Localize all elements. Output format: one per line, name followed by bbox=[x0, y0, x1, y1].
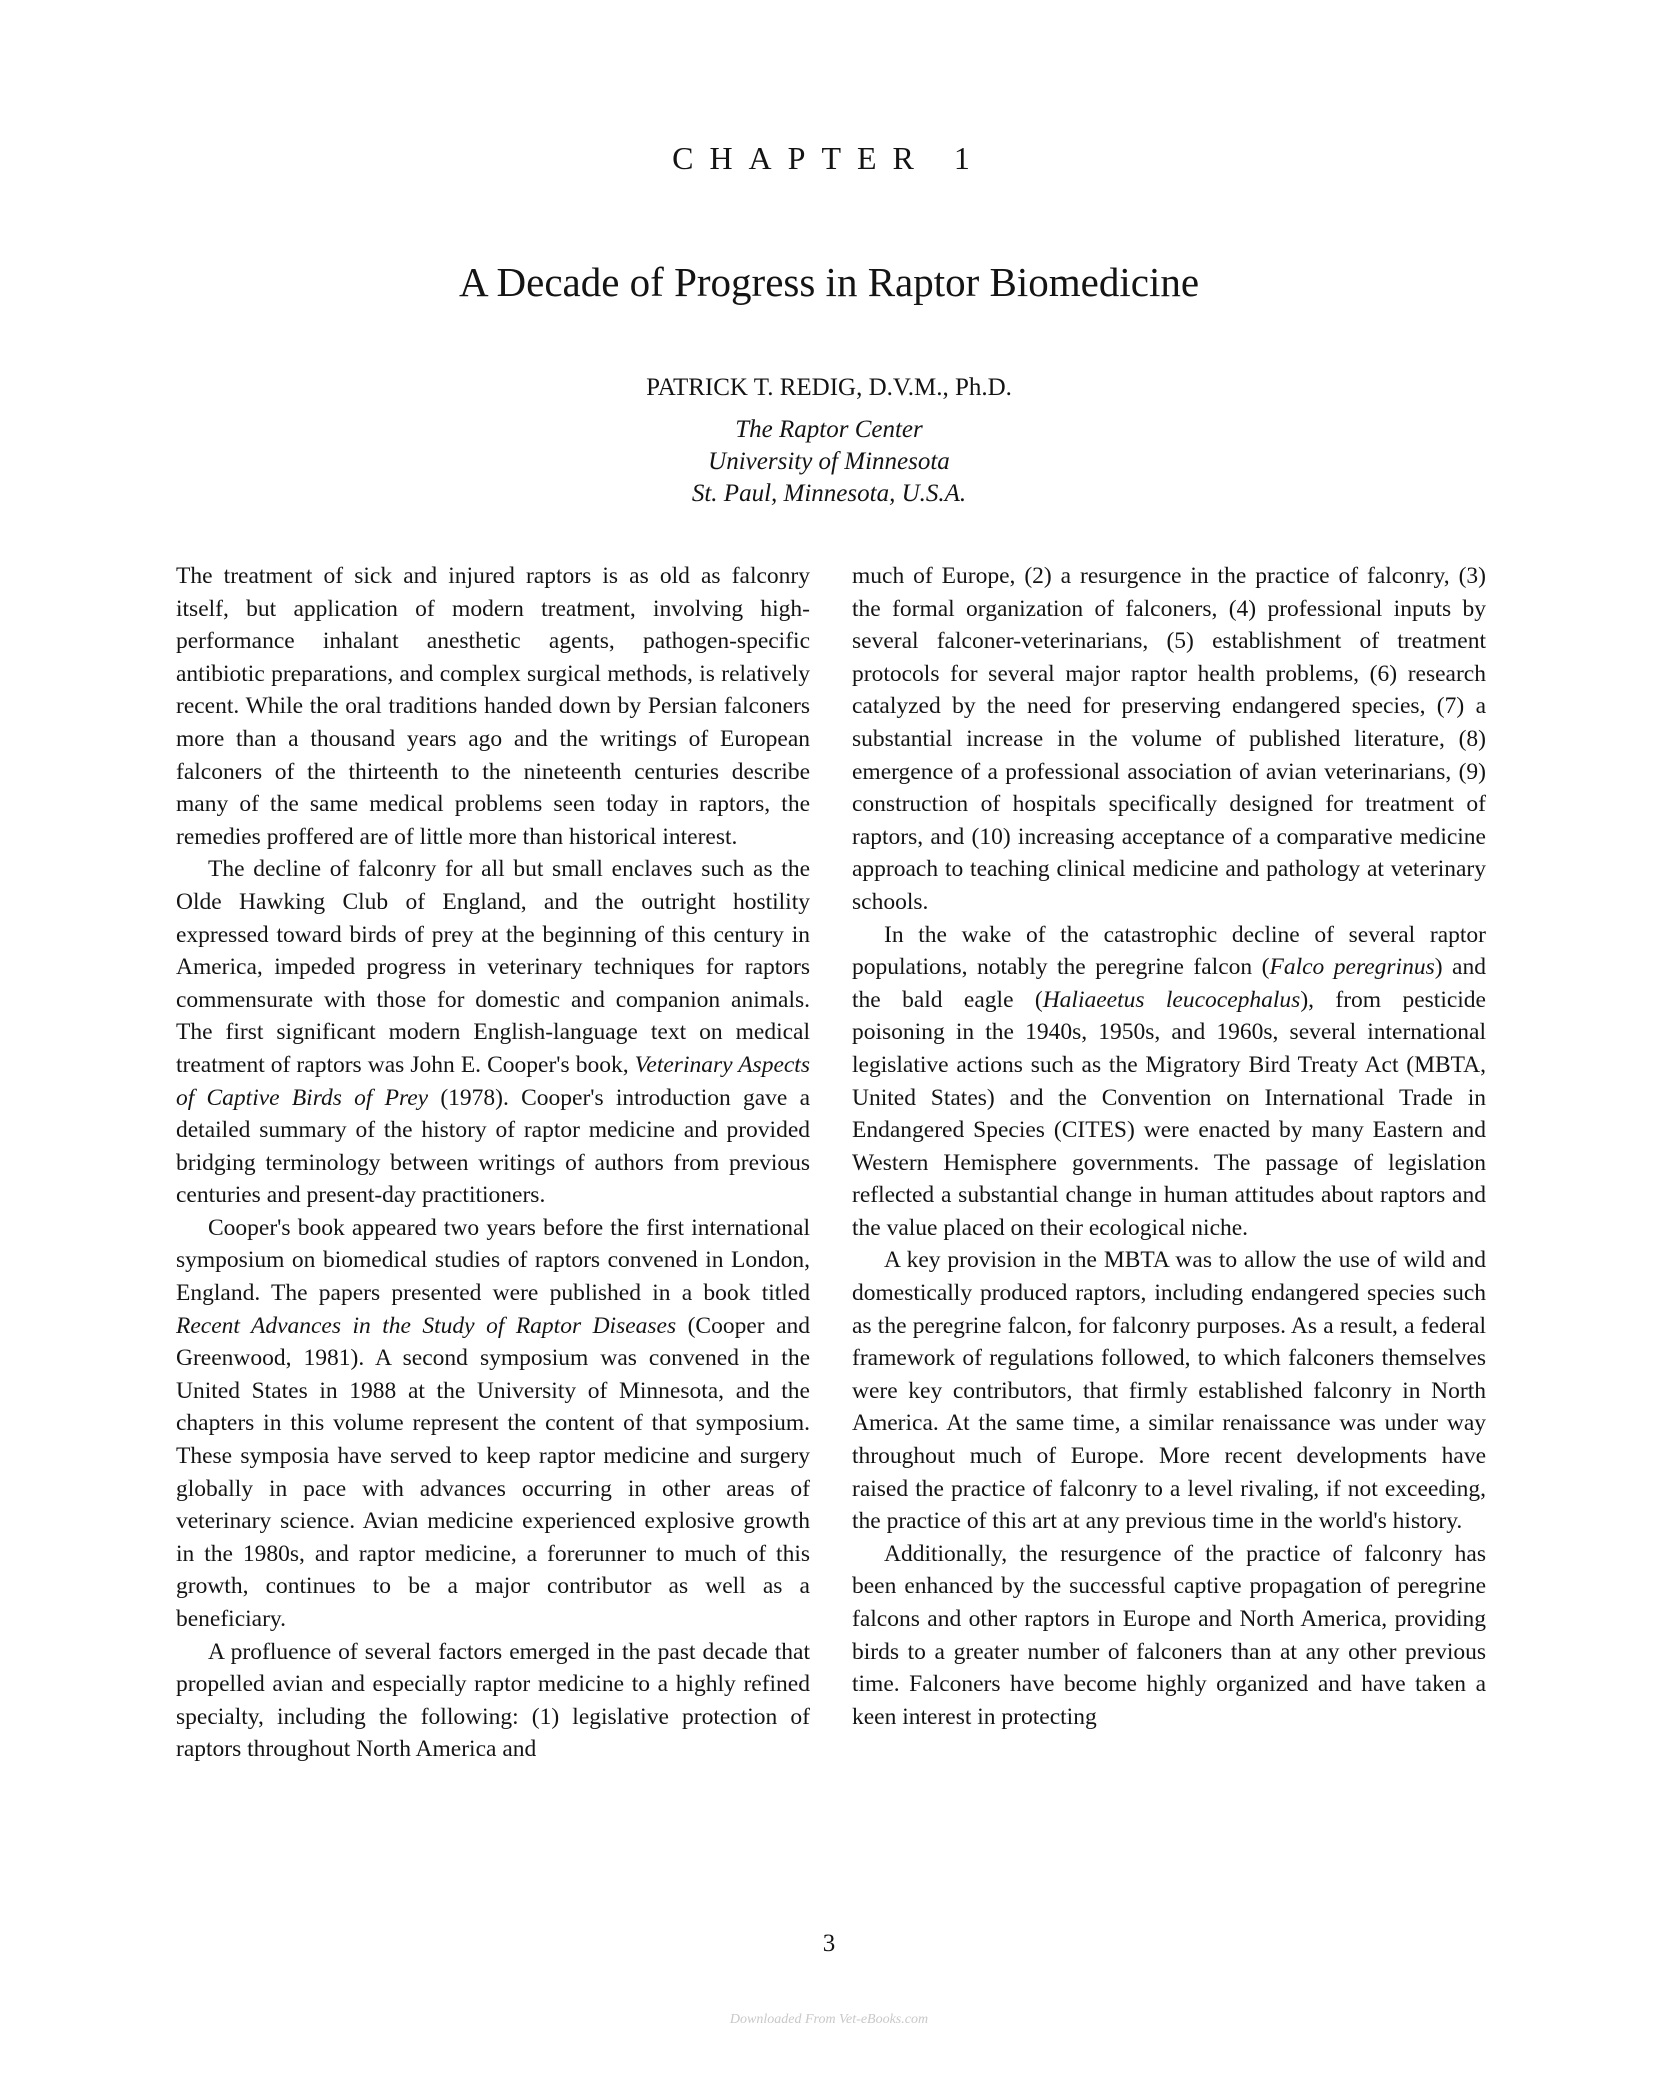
page-number: 3 bbox=[822, 1930, 836, 1957]
paragraph: The decline of falconry for all but small enclaves such as the Olde Hawking Club of England, and the outright hostility expressed toward birds of prey at the beginning of this century in America, impeded progress in veterinary techniques for raptors commensurate with those for domestic and companion animals. The first significant modern English-language text on medical treatment of raptors was John E. Cooper's book, Veterinary Aspects of Captive Birds of Prey (1978). Cooper's introduction gave a detailed summary of the history of raptor medicine and provided bridging terminology between writings of authors from previous centuries and present-day practitioners. bbox=[176, 856, 810, 1209]
species-name: Haliaeetus leucocephalus bbox=[1042, 986, 1301, 1013]
author-name: PATRICK T. REDIG, D.V.M., Ph.D. bbox=[646, 374, 1012, 401]
chapter-title: A Decade of Progress in Raptor Biomedicine bbox=[458, 259, 1200, 305]
paragraph: Additionally, the resurgence of the practice of falconry has been enhanced by the successful captive propagation of peregrine falcons and other raptors in Europe and North America, providing birds to a greater number of falconers than at any other previous time. Falconers have become highly organized and have taken a keen interest in protecting bbox=[852, 1540, 1486, 1730]
author-block bbox=[0, 372, 1658, 510]
affiliation-institution: The Raptor Center bbox=[735, 416, 923, 443]
paragraph: In the wake of the catastrophic decline of several raptor populations, notably the peregrine falcon (Falco peregrinus) and the bald eagle (Haliaeetus leucocephalus), from pesticide poisoning in the 1940s, 1950s, and 1960s, several international legislative actions such as the Migratory Bird Treaty Act (MBTA, United States) and the Convention on International Trade in Endangered Species (CITES) were enacted by many Eastern and Western Hemisphere governments. The passage of legislation reflected a substantial change in human attitudes about raptors and the value placed on their ecological niche. bbox=[852, 921, 1486, 1241]
paragraph: A key provision in the MBTA was to allow the use of wild and domestically produced raptors, including endangered species such as the peregrine falcon, for falconry purposes. As a result, a federal framework of regulations followed, to which falconers themselves were key contributors, that firmly established falconry in North America. At the same time, a similar renaissance was under way throughout much of Europe. More recent developments have raised the practice of falconry to a level rivaling, if not exceeding, the practice of this art at any previous time in the world's history. bbox=[852, 1247, 1486, 1535]
watermark: Downloaded From Vet-eBooks.com bbox=[729, 2012, 929, 2027]
affiliation-university: University of Minnesota bbox=[708, 448, 950, 475]
chapter-label: CHAPTER 1 bbox=[672, 140, 986, 176]
paragraph: A profluence of several factors emerged in the past decade that propelled avian and especially raptor medicine to a highly refined specialty, including the following: (1) legislative protection of raptors throughout North America and bbox=[176, 1638, 810, 1763]
right-column bbox=[852, 560, 1486, 1733]
paragraph: much of Europe, (2) a resurgence in the practice of falconry, (3) the formal organization of falconers, (4) professional inputs by several falconer-veterinarians, (5) establishment of treatment protocols for several major raptor health problems, (6) research catalyzed by the need for preserving endangered species, (7) a substantial increase in the volume of published literature, (8) emergence of a professional association of avian veterinarians, (9) construction of hospitals specifically designed for treatment of raptors, and (10) increasing acceptance of a comparative medicine approach to teaching clinical medicine and pathology at veterinary schools. bbox=[852, 563, 1486, 915]
paragraph: Cooper's book appeared two years before the first international symposium on biomedical studies of raptors convened in London, England. The papers presented were published in a book titled Recent Advances in the Study of Raptor Diseases (Cooper and Greenwood, 1981). A second symposium was convened in the United States in 1988 at the University of Minnesota, and the chapters in this volume represent the content of that symposium. These symposia have served to keep raptor medicine and surgery globally in pace with advances occurring in other areas of veterinary science. Avian medicine experienced explosive growth in the 1980s, and raptor medicine, a forerunner to much of this growth, continues to be a major contributor as well as a beneficiary. bbox=[176, 1214, 810, 1632]
left-column bbox=[176, 560, 810, 1766]
paragraph: The treatment of sick and injured raptors is as old as falconry itself, but application of modern treatment, involving high-performance inhalant anesthetic agents, pathogen-specific antibiotic preparations, and complex surgical methods, is relatively recent. While the oral traditions handed down by Persian falconers more than a thousand years ago and the writings of European falconers of the thirteenth to the nineteenth centuries describe many of the same medical problems seen today in raptors, the remedies proffered are of little more than historical interest. bbox=[176, 563, 810, 850]
species-name: Falco peregrinus bbox=[1269, 954, 1435, 981]
book-title: Recent Advances in the Study of Raptor Diseases bbox=[176, 1312, 677, 1339]
affiliation-location: St. Paul, Minnesota, U.S.A. bbox=[691, 480, 967, 507]
book-title: Veterinary Aspects of Captive Birds of Prey bbox=[176, 1051, 810, 1111]
